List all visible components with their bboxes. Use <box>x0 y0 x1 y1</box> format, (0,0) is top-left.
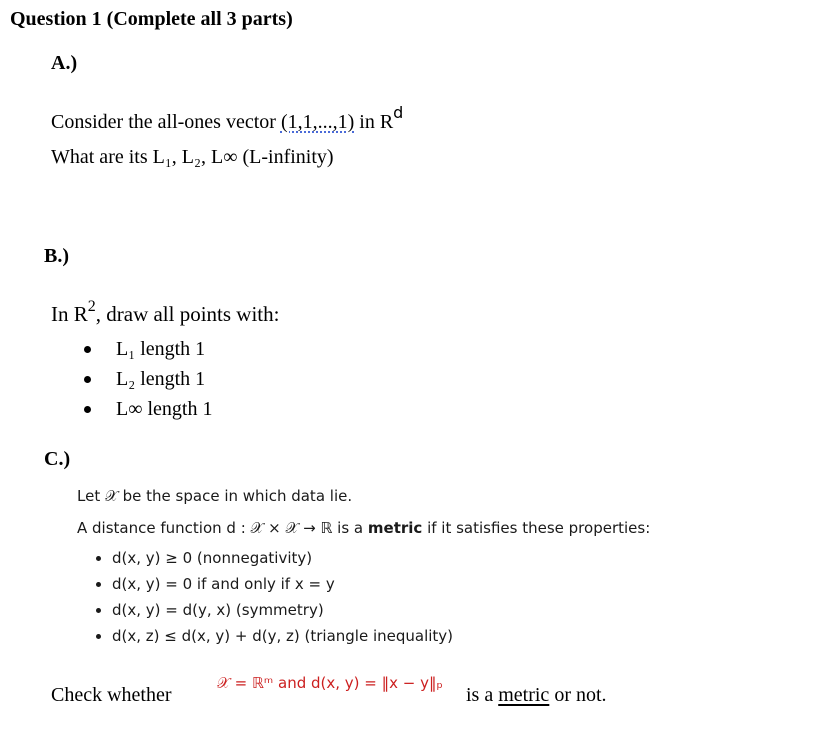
part-c-line2-prefix: A distance function d : 𝒳 × 𝒳 → ℝ is a <box>77 519 368 537</box>
part-a-line1-mid: in R <box>354 111 394 133</box>
list-item <box>84 364 212 394</box>
part-b-label: B.) <box>44 245 69 267</box>
bullet-icon <box>96 582 101 587</box>
metric-bold: metric <box>367 519 423 537</box>
r2-superscript: 2 <box>87 298 96 315</box>
part-b-list <box>84 334 212 424</box>
property-item <box>96 597 453 623</box>
list-item-text: L₂ length 1 <box>116 368 206 390</box>
check-mid: is a <box>466 684 499 706</box>
part-c-line2-suffix: if it satisfies these properties: <box>422 519 651 537</box>
bullet-icon <box>96 608 101 613</box>
property-text: d(x, y) = 0 if and only if x = y <box>112 575 335 593</box>
list-item <box>84 334 212 364</box>
part-b-intro <box>51 298 280 327</box>
property-item <box>96 571 453 597</box>
part-b-intro-prefix: In R <box>51 302 88 326</box>
bullet-icon <box>96 556 101 561</box>
list-item <box>84 394 212 424</box>
list-item-text: L₁ length 1 <box>116 338 206 360</box>
check-prefix: Check whether <box>51 684 172 706</box>
check-suffix: or not. <box>549 684 607 706</box>
part-a-line1 <box>51 103 404 134</box>
property-text: d(x, z) ≤ d(x, y) + d(y, z) (triangle inequality) <box>112 627 454 645</box>
part-b-intro-suffix: , draw all points with: <box>95 302 280 326</box>
question-title: Question 1 (Complete all 3 parts) <box>10 8 293 30</box>
metric-properties-list <box>96 545 453 649</box>
part-a-line1-prefix: Consider the all-ones vector <box>51 111 281 133</box>
part-c-line2 <box>77 519 650 537</box>
dimension-superscript: d <box>393 103 404 123</box>
list-item-text: L∞ length 1 <box>116 398 213 420</box>
bullet-icon <box>84 376 91 383</box>
property-item <box>96 545 453 571</box>
property-text: d(x, y) ≥ 0 (nonnegativity) <box>112 549 313 567</box>
bullet-icon <box>84 406 91 413</box>
part-c-label: C.) <box>44 448 71 470</box>
property-item <box>96 623 453 649</box>
part-c-line1: Let 𝒳 be the space in which data lie. <box>77 487 353 505</box>
metric-formula: 𝒳 = ℝᵐ and d(x, y) = ‖x − y‖ₚ <box>217 674 443 692</box>
bullet-icon <box>84 346 91 353</box>
all-ones-vector: (1,1,...,1) <box>280 111 355 133</box>
property-text: d(x, y) = d(y, x) (symmetry) <box>112 601 324 619</box>
part-a-label: A.) <box>51 52 78 74</box>
metric-link[interactable]: metric <box>498 684 550 706</box>
check-tail <box>466 684 607 707</box>
part-a-line2: What are its L₁, L₂, L∞ (L-infinity) <box>51 146 334 168</box>
bullet-icon <box>96 634 101 639</box>
